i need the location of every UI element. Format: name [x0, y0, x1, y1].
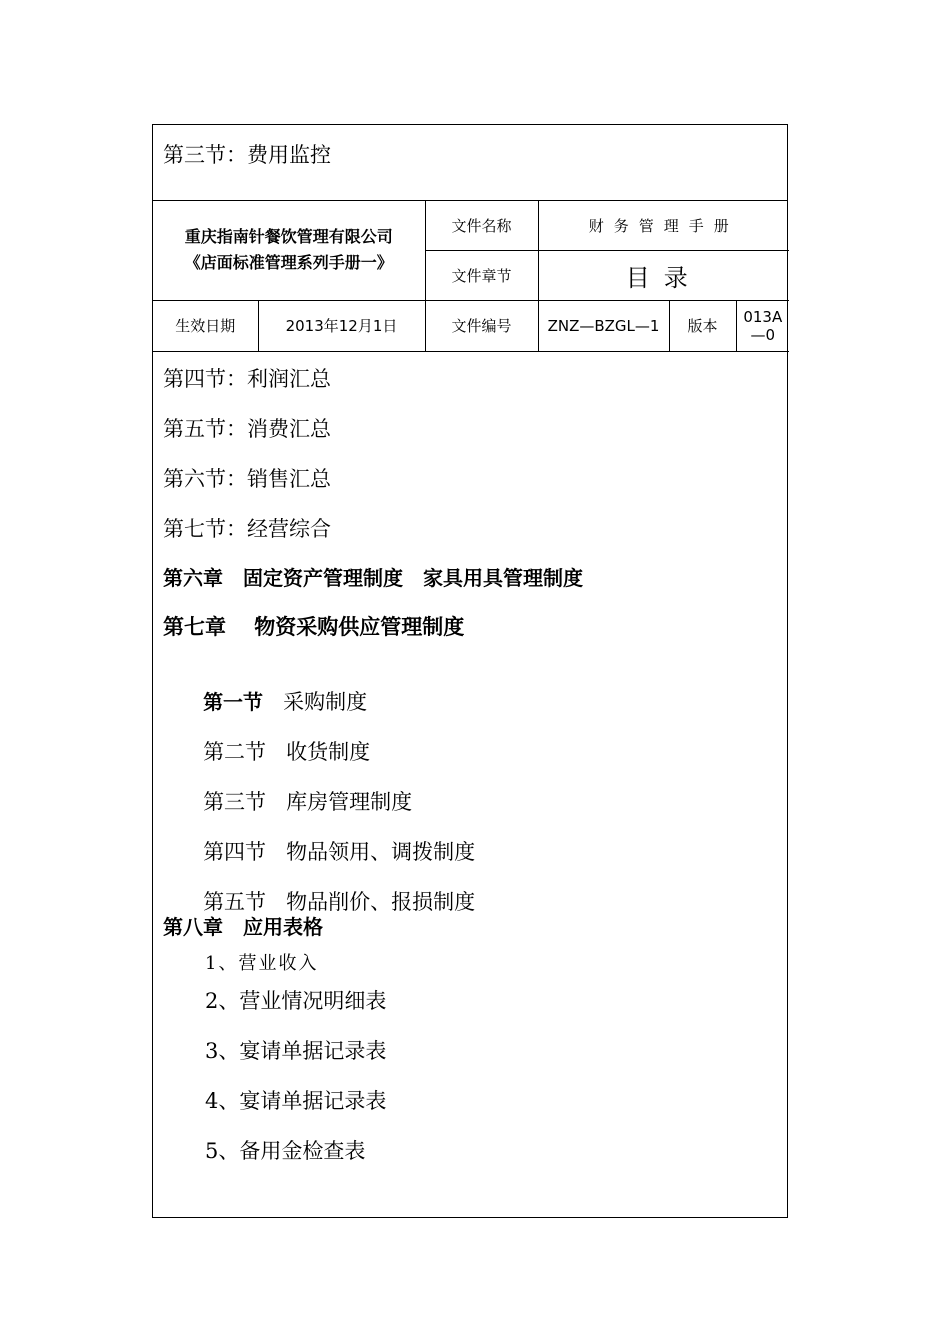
file-name-value [538, 201, 789, 250]
toc-table-item5: 5、备用金检查表 [205, 1139, 366, 1163]
manual-series-name: 《店面标准管理系列手册一》 [184, 253, 393, 273]
document-header [153, 201, 787, 351]
file-name-text: 财务管理手册 [588, 216, 739, 235]
toc-table-item1: 1、营业收入 [205, 953, 319, 974]
toc-ch7-sec2-num: 第二节 [203, 740, 267, 764]
version-value-line2: —0 [750, 325, 776, 344]
effective-date-value: 2013年12月1日 [258, 300, 425, 351]
header-table [153, 201, 789, 352]
document-frame [152, 124, 788, 1218]
effective-date-label: 生效日期 [153, 300, 258, 351]
company-cell [153, 201, 425, 300]
toc-table-item3: 3、宴请单据记录表 [205, 1039, 387, 1063]
file-section-value [538, 250, 789, 300]
toc-ch7-sec4-num: 第四节 [203, 840, 267, 864]
top-row [153, 125, 787, 201]
file-number-label: 文件编号 [425, 300, 538, 351]
file-section-text: 目录 [625, 263, 702, 292]
toc-chapter7: 第七章 物资采购供应管理制度 [163, 615, 465, 639]
toc-ch7-sec2-title: 收货制度 [286, 740, 371, 764]
file-name-label: 文件名称 [425, 201, 538, 250]
version-label: 版本 [669, 300, 736, 351]
toc-ch7-sec3-title: 库房管理制度 [286, 790, 413, 814]
toc-chapter8: 第八章 应用表格 [163, 915, 323, 939]
top-row-text: 第三节：费用监控 [163, 143, 331, 167]
toc-ch7-sec3-num: 第三节 [203, 790, 267, 814]
toc-chapter6: 第六章 固定资产管理制度 家具用具管理制度 [163, 566, 583, 590]
version-value-line1: 013A [743, 307, 783, 326]
toc-ch7-sec1-title: 采购制度 [283, 690, 368, 714]
toc-ch7-sec1-num: 第一节 [203, 690, 264, 714]
toc-sec4: 第四节：利润汇总 [163, 367, 331, 391]
file-section-label: 文件章节 [425, 250, 538, 300]
toc-ch7-sec5-num: 第五节 [203, 890, 267, 914]
company-name: 重庆指南针餐饮管理有限公司 [184, 227, 393, 247]
toc-sec5: 第五节：消费汇总 [163, 417, 331, 441]
toc-sec7: 第七节：经营综合 [163, 517, 331, 541]
toc-sec6: 第六节：销售汇总 [163, 467, 331, 491]
version-value [736, 300, 789, 351]
file-number-value: ZNZ—BZGL—1 [538, 300, 669, 351]
toc-table-item4: 4、宴请单据记录表 [205, 1089, 387, 1113]
toc-ch7-sec4-title: 物品领用、调拨制度 [286, 840, 476, 864]
toc-ch7-sec5-title: 物品削价、报损制度 [286, 890, 476, 914]
toc-table-item2: 2、营业情况明细表 [205, 989, 387, 1013]
